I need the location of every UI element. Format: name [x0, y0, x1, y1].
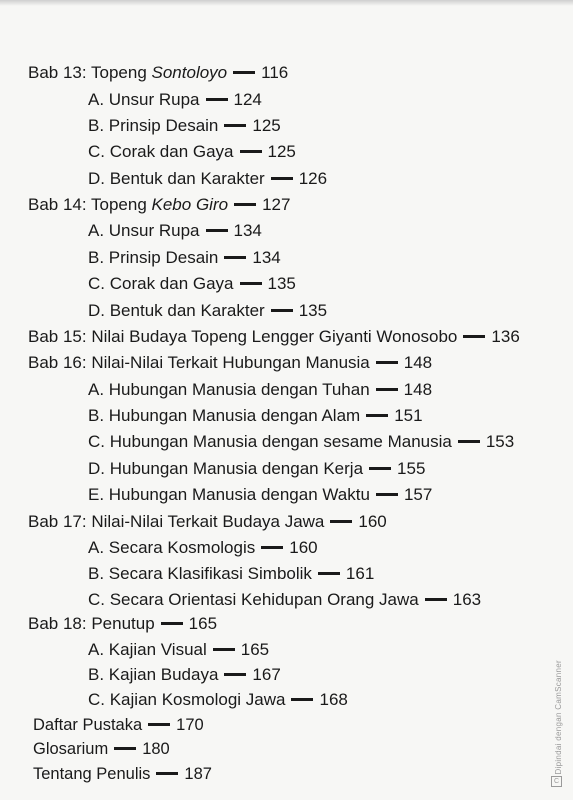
- dash-separator: [425, 598, 447, 601]
- item-label: C. Hubungan Manusia dengan sesame Manusia: [88, 432, 452, 451]
- page-number: 125: [252, 116, 281, 135]
- toc-chapter-14: [28, 194, 290, 216]
- item-label: Tentang Penulis: [33, 765, 151, 783]
- toc-item-17c: [88, 589, 481, 611]
- dash-separator: [161, 622, 183, 625]
- item-label: C. Corak dan Gaya: [88, 274, 234, 293]
- dash-separator: [206, 98, 228, 101]
- page-number: 157: [403, 485, 433, 504]
- item-label: C. Corak dan Gaya: [88, 142, 234, 161]
- dash-separator: [240, 282, 262, 285]
- dash-separator: [318, 572, 340, 575]
- toc-item-17b: [88, 563, 374, 585]
- chapter-title: Bab 16: Nilai-Nilai Terkait Hubungan Manusia: [28, 353, 370, 372]
- page-number: 167: [252, 665, 281, 684]
- toc-item-13c: [88, 141, 296, 163]
- toc-item-18a: [88, 639, 269, 661]
- toc-item-17a: [88, 537, 318, 559]
- toc-item-14a: [88, 220, 262, 242]
- page-number: 165: [188, 614, 218, 633]
- toc-item-16a: [88, 379, 432, 401]
- toc-item-16d: [88, 458, 425, 480]
- dash-separator: [330, 520, 352, 523]
- item-label: A. Unsur Rupa: [88, 221, 200, 240]
- toc-item-14c: [88, 273, 296, 295]
- page-number: 161: [345, 564, 375, 583]
- dash-separator: [261, 546, 283, 549]
- item-label: D. Bentuk dan Karakter: [88, 169, 265, 188]
- item-label: B. Prinsip Desain: [88, 248, 219, 267]
- dash-separator: [458, 440, 480, 443]
- dash-separator: [233, 71, 255, 74]
- dash-separator: [376, 361, 398, 364]
- page-number: 126: [298, 169, 328, 188]
- item-label: C. Kajian Kosmologi Jawa: [88, 690, 286, 709]
- item-label: A. Hubungan Manusia dengan Tuhan: [88, 380, 370, 399]
- item-label: B. Kajian Budaya: [88, 665, 219, 684]
- toc-chapter-13: [28, 62, 288, 84]
- page-number: 134: [233, 221, 262, 240]
- page-number: 160: [358, 512, 387, 531]
- page-number: 134: [252, 248, 281, 267]
- page-number: 168: [319, 690, 348, 709]
- camscanner-logo-icon: C: [551, 776, 562, 787]
- toc-chapter-16: [28, 352, 432, 374]
- page-number: 155: [397, 459, 426, 478]
- toc-item-16c: [88, 431, 514, 453]
- page-number: 151: [394, 406, 423, 425]
- page-number: 170: [176, 716, 204, 734]
- dash-separator: [369, 467, 391, 470]
- item-label: Glosarium: [33, 740, 109, 758]
- toc-item-14d: [88, 300, 327, 322]
- item-label: D. Bentuk dan Karakter: [88, 301, 265, 320]
- scanner-watermark: Dipindai dengan CamScanner: [554, 660, 563, 775]
- item-label: B. Secara Klasifikasi Simbolik: [88, 564, 312, 583]
- dash-separator: [224, 256, 246, 259]
- chapter-title: Bab 14: Topeng: [28, 195, 152, 214]
- dash-separator: [271, 177, 293, 180]
- page-number: 160: [289, 538, 318, 557]
- dash-separator: [206, 229, 228, 232]
- item-label: B. Hubungan Manusia dengan Alam: [88, 406, 361, 425]
- item-label: B. Prinsip Desain: [88, 116, 219, 135]
- item-label: C. Secara Orientasi Kehidupan Orang Jawa: [88, 590, 419, 609]
- dash-separator: [148, 723, 170, 726]
- dash-separator: [463, 335, 485, 338]
- chapter-title: Bab 18: Penutup: [28, 614, 155, 633]
- page-number: 180: [142, 740, 170, 758]
- toc-item-13d: [88, 168, 327, 190]
- toc-chapter-15: [28, 326, 520, 348]
- page-number: 187: [184, 765, 212, 783]
- item-label: Daftar Pustaka: [33, 716, 143, 734]
- dash-separator: [224, 673, 246, 676]
- chapter-title: Bab 15: Nilai Budaya Topeng Lengger Giyanti Wonosobo: [28, 327, 458, 346]
- toc-item-18b: [88, 664, 281, 686]
- page-number: 148: [403, 353, 433, 372]
- item-label: A. Unsur Rupa: [88, 90, 200, 109]
- chapter-title: Bab 13: Topeng: [28, 63, 152, 82]
- chapter-title-italic: Kebo Giro: [151, 195, 229, 214]
- dash-separator: [156, 772, 178, 775]
- page-number: 153: [485, 432, 515, 451]
- toc-item-14b: [88, 247, 281, 269]
- dash-separator: [234, 203, 256, 206]
- item-label: E. Hubungan Manusia dengan Waktu: [88, 485, 370, 504]
- chapter-title: Bab 17: Nilai-Nilai Terkait Budaya Jawa: [28, 512, 325, 531]
- item-label: D. Hubungan Manusia dengan Kerja: [88, 459, 364, 478]
- page-number: 116: [261, 63, 289, 82]
- page-number: 135: [298, 301, 328, 320]
- page-number: 124: [233, 90, 262, 109]
- page-number: 165: [240, 640, 270, 659]
- page-number: 136: [491, 327, 520, 346]
- page-number: 127: [262, 195, 291, 214]
- toc-chapter-17: [28, 511, 387, 533]
- page-number: 163: [452, 590, 482, 609]
- toc-item-13a: [88, 89, 262, 111]
- toc-item-13b: [88, 115, 281, 137]
- dash-separator: [224, 124, 246, 127]
- toc-chapter-18: [28, 613, 217, 635]
- dash-separator: [240, 150, 262, 153]
- item-label: A. Secara Kosmologis: [88, 538, 256, 557]
- toc-glosarium: [33, 738, 170, 760]
- dash-separator: [114, 747, 136, 750]
- dash-separator: [366, 414, 388, 417]
- chapter-title-italic: Sontoloyo: [151, 63, 228, 82]
- dash-separator: [376, 388, 398, 391]
- toc-tentang-penulis: [33, 763, 212, 785]
- item-label: A. Kajian Visual: [88, 640, 207, 659]
- dash-separator: [291, 698, 313, 701]
- toc-item-16b: [88, 405, 423, 427]
- toc-item-16e: [88, 484, 432, 506]
- toc-daftar-pustaka: [33, 714, 204, 736]
- dash-separator: [376, 493, 398, 496]
- dash-separator: [271, 309, 293, 312]
- toc-item-18c: [88, 689, 348, 711]
- page-number: 125: [267, 142, 296, 161]
- page-number: 148: [403, 380, 433, 399]
- page-number: 135: [267, 274, 296, 293]
- dash-separator: [213, 648, 235, 651]
